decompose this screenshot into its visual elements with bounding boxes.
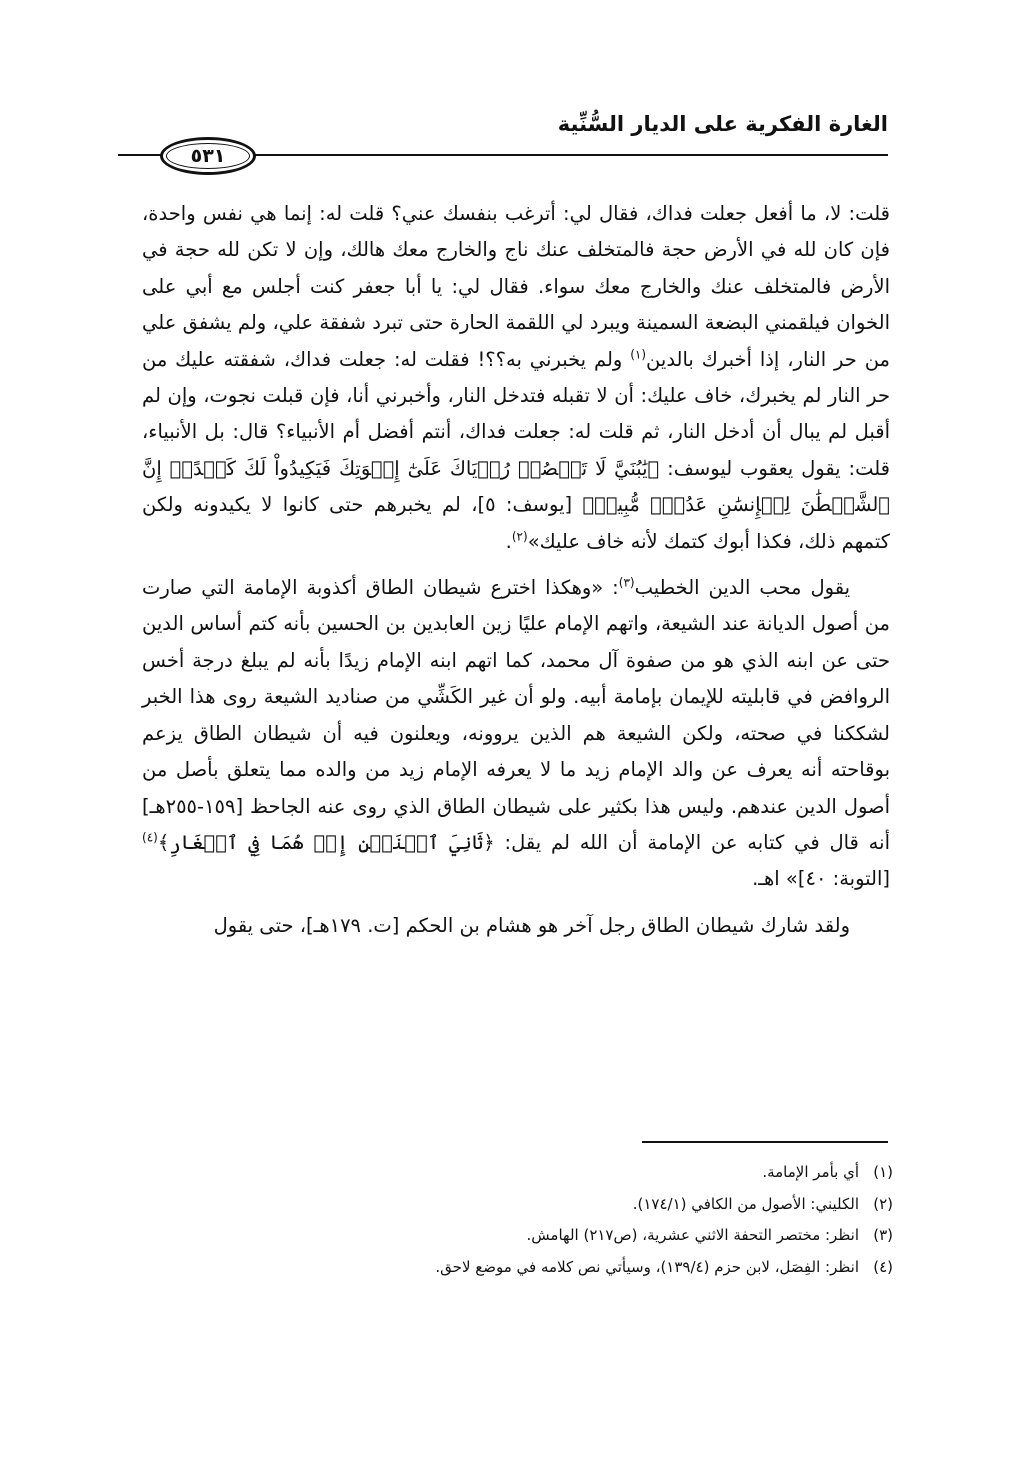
paragraph-1-text-4: .	[505, 529, 512, 553]
footnote-item	[293, 1157, 893, 1189]
paragraph-2	[142, 570, 890, 898]
footnote-number: (٤)	[873, 1257, 893, 1276]
paragraph-1	[142, 196, 890, 560]
quran-verse-yusuf: ﴿يَٰبُنَيَّ لَا تَقۡصُصۡ رُءۡيَاكَ عَلَىٰٓ إِخۡوَتِكَ فَيَكِيدُواْ لَكَ كَيۡدًاۖ إِنَّ ٱلشَّيۡطَٰنَ لِلۡإِنسَٰنِ عَدُوّٞ مُّبِينٞ﴾	[142, 456, 890, 517]
paragraph-1-text-3: [يوسف: ٥]، لم يخبرهم حتى كانوا لا يكيدونه ولكن كتمهم ذلك، فكذا أبوك كتمك لأنه خاف عليك»	[142, 493, 890, 553]
footnote-item	[293, 1220, 893, 1252]
running-title: الغارة الفكرية على الديار السُّنِّية	[557, 112, 888, 136]
paragraph-2-text-1: يقول محب الدين الخطيب	[634, 576, 850, 600]
footnote-number: (٣)	[873, 1226, 893, 1244]
footnote-ref-1: (١)	[630, 347, 647, 362]
footnote-item	[293, 1189, 893, 1221]
footnote-text: أي بأمر الإمامة.	[762, 1163, 859, 1181]
footnote-ref-2: (٢)	[511, 529, 528, 544]
footnote-text: انظر: الفِصَل، لابن حزم (١٣٩/٤)، وسيأتي نص كلامه في موضع لاحق.	[435, 1257, 859, 1276]
paragraph-2-text-3: [التوبة: ٤٠]» اهـ.	[752, 867, 890, 891]
body-text	[142, 196, 890, 944]
footnote-rule	[642, 1141, 888, 1143]
footnote-number: (١)	[873, 1163, 893, 1181]
paragraph-1-text-1: قلت: لا، ما أفعل جعلت فداك، فقال لي: أترغب بنفسك عني؟ قلت له: إنما هي نفس واحدة، فإن كان لله في الأرض حجة فالمتخلف عنك ناج والخارج معك هالك، وإن لا تكن لله حجة في الأرض فالمتخلف عنك والخارج معك سواء. فقال لي: يا أبا جعفر كنت أجلس مع أبي على الخوان فيلقمني البضعة السمينة ويبرد لي اللقمة الحارة حتى تبرد شفقة علي، ولم يشفق علي من حر النار، إذا أخبرك بالدين	[142, 202, 891, 371]
footnote-item	[293, 1252, 893, 1284]
quran-verse-tawbah: ﴿ثَانِيَ ٱثۡنَيۡنِ إِذۡ هُمَا فِي ٱلۡغَارِ﴾	[157, 830, 495, 854]
footnotes	[293, 1157, 893, 1283]
footnote-number: (٢)	[873, 1194, 893, 1213]
paragraph-2-text-2: : «وهكذا اخترع شيطان الطاق أكذوبة الإمامة التي صارت من أصول الديانة عند الشيعة، واتهم الإمام عليًا زين العابدين بن الحسين بأنه كتم أساس الدين حتى عن ابنه الذي هو من صفوة آل محمد، كما اتهم ابنه الإمام زيدًا بأنه لم يبلغ درجة أخس الروافض في قابليته للإيمان بإمامة أبيه. ولو أن غير الكَشِّي من صناديد الشيعة روى هذا الخبر لشككنا في صحته، ولكن الشيعة هم الذين يروونه، ويعلنون فيه أن شيطان الطاق يزعم بوقاحته أنه يعرف عن والد الإمام زيد ما لا يعرفه الإمام زيد من والده مما يتعلق بأصل من أصول الدين عندهم. وليس هذا بكثير على شيطان الطاق الذي روى عنه الجاحظ [١٥٩-٢٥٥هـ] أنه قال في كتابه عن الإمامة أن الله لم يقل:	[142, 576, 890, 854]
footnote-ref-4: (٤)	[142, 830, 158, 845]
paragraph-gap	[142, 560, 890, 570]
paragraph-3	[142, 908, 890, 944]
footnote-text: الكليني: الأصول من الكافي (١٧٤/١).	[632, 1194, 859, 1213]
footnote-text: انظر: مختصر التحفة الاثني عشرية، (ص٢١٧) الهامش.	[526, 1226, 859, 1244]
paragraph-3-text-1: ولقد شارك شيطان الطاق رجل آخر هو هشام بن الحكم [ت. ١٧٩هـ]، حتى يقول	[213, 913, 850, 937]
page-number-badge: ٥٣١	[160, 137, 256, 175]
footnote-ref-3: (٣)	[618, 575, 635, 590]
paragraph-1-text-2: ولم يخبرني به؟؟! فقلت له: جعلت فداك، شفقته عليك من حر النار لم يخبرك، خاف عليك: أن لا تقبله فتدخل النار، وأخبرني أنا، فإن قبلت نجوت، وإن لم أقبل لم يبال أن أدخل النار، ثم قلت له: جعلت فداك، أنتم أفضل أم الأنبياء؟ قال: بل الأنبياء، قلت: يقول يعقوب ليوسف:	[142, 347, 891, 480]
paragraph-gap	[142, 898, 890, 908]
